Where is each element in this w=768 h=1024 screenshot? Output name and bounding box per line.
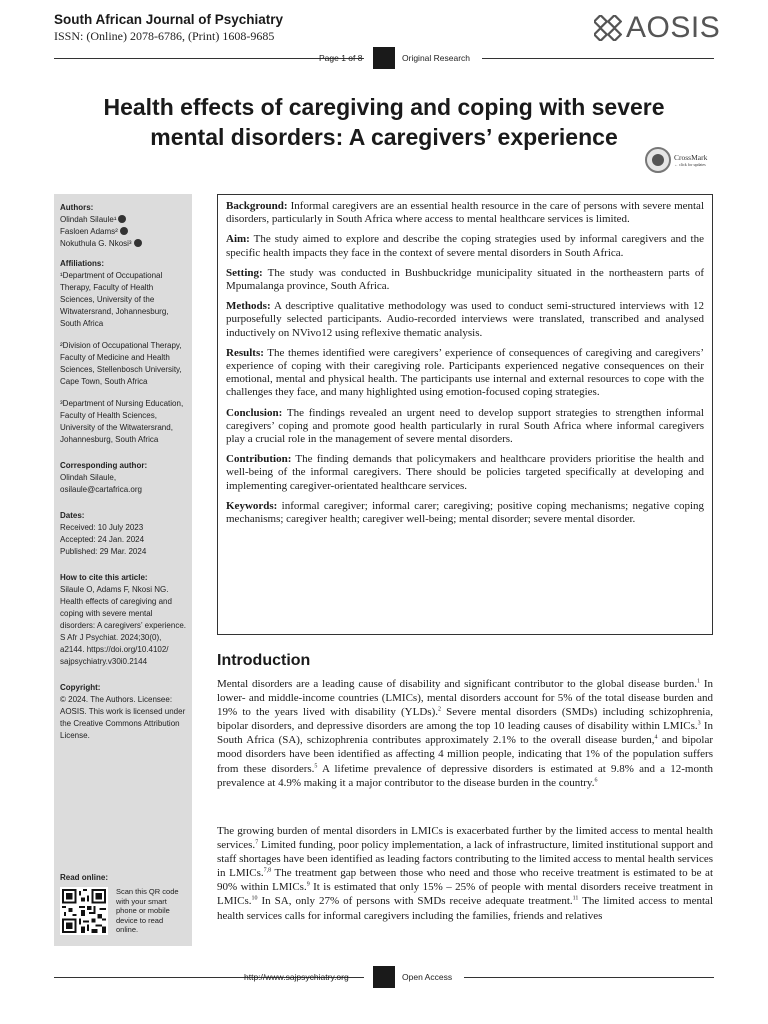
affiliation: ²Division of Occupational Therapy, Faculty of Medicine and Health Sciences, Stellenbosch University, Cape Town, South Africa xyxy=(60,341,182,386)
read-online-section xyxy=(54,864,192,943)
article-title xyxy=(60,92,708,152)
citation-ref[interactable]: 5 xyxy=(314,762,318,769)
intro-paragraph-2: The growing burden of mental disorders in LMICs is exacerbated further by the limited access to mental health services.$^7$ Limited funding, poor policy implementation, a lack of infrastructure, limited institutional support and staff shortages have been identified as leading factors contributing to the limited access to mental health services in LMICs.$^{7,8}$ The treatment gap between those who need and those who receive treatment is estimated to be at 90% within LMICs.$^9$ It is estimated that only 15% – 25% of people with mental disorders receive treatment in LMICs.$^{10}$ In SA, only 27% of persons with SMDs receive adequate treatment.$^{11}$ The limited access to mental health services calls for informal caregivers including the families, friends and relatives xyxy=(217,825,713,922)
orcid-icon[interactable] xyxy=(120,227,128,235)
header-rule-right xyxy=(482,58,714,59)
issn: ISSN: (Online) 2078-6786, (Print) 1608-9685 xyxy=(54,29,275,43)
author-name: Olindah Silaule¹ xyxy=(60,214,186,226)
authors-label: Authors: xyxy=(60,203,94,212)
footer-url[interactable]: http://www.sajpsychiatry.org xyxy=(244,972,349,982)
citation-ref[interactable]: 10 xyxy=(251,895,258,902)
copyright-section xyxy=(60,682,186,742)
corresponding-name: Olindah Silaule, xyxy=(60,473,117,482)
abstract-box xyxy=(217,194,713,635)
abstract-contribution: Contribution: The finding demands that policymakers and healthcare providers prioritise the health and well-being of the informal caregivers. There should be policies targeted specifically at developing and implementing caregiver-orientated healthcare services. xyxy=(226,453,704,492)
crossmark-badge[interactable] xyxy=(645,147,707,173)
intro-paragraph-1: Mental disorders are a leading cause of disability and significant contributor to the global disease burden.$^1$ In lower- and middle-income countries (LMICs), mental disorders account for 5% of the total disease burden and 19% to the years lived with disability (YLDs).$^2$ Severe mental disorders (SMDs) including schizophrenia, bipolar disorders, and depressive disorders are among the top 10 leading causes of disability within LMICs.$^3$ In South Africa (SA), schizophrenia contributes approximately 2.1% to the overall disease burden,$^4$ and bipolar mood disorders have been identified as affecting 4 million people, indicating that 1% of the population suffers from these disorders.$^5$ A lifetime prevalence of depressive disorders is estimated at 9.8% and a 12-month prevalence at 4.9% making it a major contributor to the disease burden in the country.$^6$ xyxy=(217,678,713,789)
dates-section xyxy=(60,510,186,558)
authors-section xyxy=(60,202,186,250)
page-number: Page 1 of 8 xyxy=(319,53,363,63)
publisher-name: AOSIS xyxy=(626,11,721,44)
date-received: Received: 10 July 2023 xyxy=(60,523,144,532)
dates-label: Dates: xyxy=(60,511,85,520)
citation-ref[interactable]: 2 xyxy=(437,706,441,713)
corresponding-label: Corresponding author: xyxy=(60,461,148,470)
abstract-setting: Setting: The study was conducted in Bushbuckridge municipality situated in the northeastern parts of Mpumalanga province, South Africa. xyxy=(226,266,704,293)
header-rule-left xyxy=(54,58,364,59)
article-info-sidebar xyxy=(54,194,192,946)
publisher-logo[interactable] xyxy=(594,13,720,43)
corresponding-section xyxy=(60,460,186,496)
copyright-label: Copyright: xyxy=(60,683,101,692)
copyright-text: © 2024. The Authors. Licensee: AOSIS. This work is licensed under the Creative Commons Attribution License. xyxy=(60,695,186,740)
citation-ref[interactable]: 1 xyxy=(697,678,700,685)
crossmark-label: CrossMark xyxy=(674,152,708,162)
aosis-logo-icon xyxy=(594,15,622,41)
citation-ref[interactable]: 9 xyxy=(306,881,310,888)
author-name: Fasloen Adams² xyxy=(60,226,186,238)
header-black-box xyxy=(373,47,395,69)
date-published: Published: 29 Mar. 2024 xyxy=(60,547,147,556)
citation-ref[interactable]: 3 xyxy=(697,720,701,727)
introduction-heading: Introduction xyxy=(217,652,311,669)
date-accepted: Accepted: 24 Jan. 2024 xyxy=(60,535,145,544)
citation-ref[interactable]: 7 xyxy=(255,839,259,846)
read-online-text: Scan this QR code with your smart phone or mobile device to read online. xyxy=(116,887,179,934)
article-type: Original Research xyxy=(402,53,471,63)
qr-code-icon[interactable] xyxy=(60,887,108,935)
footer-rule-right xyxy=(464,977,714,978)
title-line-2: mental disorders: A caregivers’ experience xyxy=(150,124,618,150)
orcid-icon[interactable] xyxy=(118,215,126,223)
footer-open-access: Open Access xyxy=(402,972,453,982)
footer-black-box xyxy=(373,966,395,988)
abstract-results: Results: The themes identified were caregivers’ experience of consequences of caregiving and caregivers’ experience of coping with their caregiving role. Participants experienced negative consequences on their emotional, mental and physical health. The participants use internal and external resources to cope with the challenges they face, and many highlighted using emotion-focused coping strategies. xyxy=(226,346,704,399)
abstract-methods: Methods: A descriptive qualitative methodology was used to conduct semi-structured interviews with 12 purposefully selected participants. Audio-recorded interviews were translated, transcribed and analysed inductively on NVivo12 using reflexive thematic analysis. xyxy=(226,300,704,339)
citation-section xyxy=(60,572,186,668)
author-name: Nokuthula G. Nkosi³ xyxy=(60,238,186,250)
corresponding-email[interactable]: osilaule@cartafrica.org xyxy=(60,485,142,494)
citation-ref[interactable]: 11 xyxy=(572,895,579,902)
read-online-label: Read online: xyxy=(60,873,109,882)
affiliations-label: Affiliations: xyxy=(60,259,104,268)
orcid-icon[interactable] xyxy=(134,239,142,247)
crossmark-icon xyxy=(645,147,671,173)
abstract-conclusion: Conclusion: The findings revealed an urgent need to develop support strategies to strengthen informal caregivers’ coping and promote good health particularly in rural South Africa where informal caregivers play a crucial role in the management of severe mental disorders. xyxy=(226,406,704,446)
affiliation: ¹Department of Occupational Therapy, Faculty of Health Sciences, University of the Witwatersrand, Johannesburg, South Africa xyxy=(60,271,169,328)
citation-ref[interactable]: 6 xyxy=(594,777,598,783)
cite-text: Silaule O, Adams F, Nkosi NG. Health effects of caregiving and coping with severe mental disorders: A caregivers’ experience. S Afr J Psychiat. 2024;30(0), a2144. https://doi.org/10.4102/ sajpsychiatry.v30i0.2144 xyxy=(60,585,186,666)
title-line-1: Health effects of caregiving and coping with severe xyxy=(103,94,665,120)
journal-title: South African Journal of Psychiatry xyxy=(54,12,284,27)
affiliations-section xyxy=(60,258,186,446)
abstract-background: Background: Informal caregivers are an essential health resource in the care of persons with severe mental disorders, particularly in South Africa where access to mental healthcare services is limited. xyxy=(226,200,704,226)
crossmark-sublabel: ← click for updates xyxy=(674,161,706,167)
citation-ref[interactable]: 7,8 xyxy=(263,867,272,874)
abstract-aim: Aim: The study aimed to explore and describe the coping strategies used by informal caregivers and the specific health impacts they face in the context of severe mental disorders in South Africa. xyxy=(226,233,704,259)
citation-ref[interactable]: 4 xyxy=(654,734,658,741)
affiliation: ³Department of Nursing Education, Faculty of Health Sciences, University of the Witwatersrand, Johannesburg, South Africa xyxy=(60,399,184,444)
cite-label: How to cite this article: xyxy=(60,573,148,582)
abstract-keywords: Keywords: informal caregiver; informal carer; caregiving; positive coping mechanisms; negative coping mechanisms; caregiver health; caregiver well-being; mental disorder; severe mental disorder. xyxy=(226,499,704,526)
